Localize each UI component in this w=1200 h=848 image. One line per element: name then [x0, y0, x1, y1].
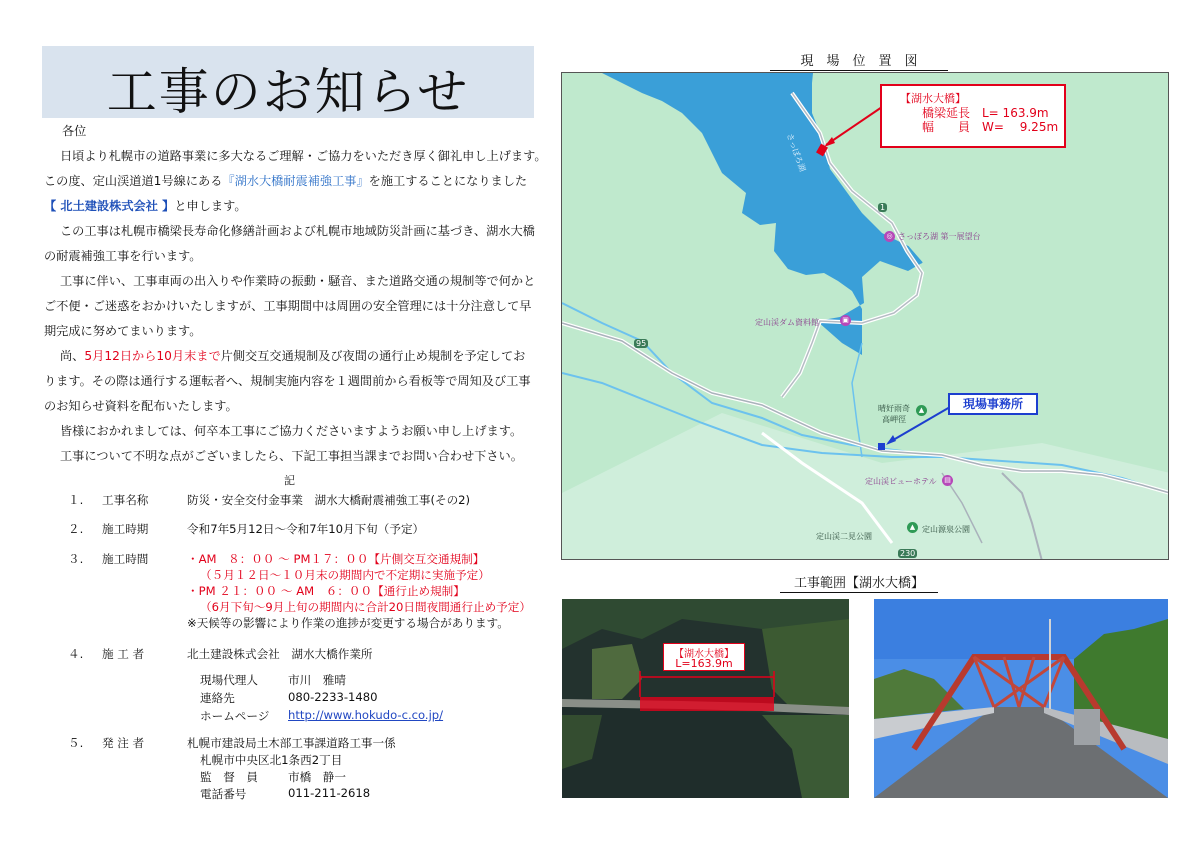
greeting: 各位: [62, 124, 87, 138]
location-map[interactable]: [561, 72, 1169, 560]
item-number: ２.: [68, 522, 84, 536]
intro-paragraph: 工事について不明な点がございましたら、下記工事担当課までお問い合わせ下さい。: [60, 449, 523, 463]
title-banner: [42, 46, 534, 121]
project-name: 『湖水大橋耐震補強工事』: [222, 174, 369, 188]
bridge-callout: [880, 84, 1066, 148]
item-label: 工事名称: [102, 493, 149, 507]
lake-label: さっぽろ湖: [784, 132, 808, 173]
item-number: ５.: [68, 736, 84, 750]
intro-paragraph: の耐震補強工事を行います。: [44, 249, 202, 263]
item-number: ４.: [68, 647, 84, 661]
item-label: 施工時期: [102, 522, 149, 536]
intro-text: 尚、: [60, 349, 85, 363]
address: 札幌市中央区北1条西2丁目: [200, 753, 343, 767]
intro-paragraph: ります。その際は通行する運転者へ、規制実施内容を１週間前から看板等で周知及び工事: [44, 374, 531, 388]
aerial-photo: [562, 599, 849, 798]
phone-label: 電話番号: [200, 787, 247, 801]
hotel-icon: ▤: [942, 475, 953, 486]
bridge-graphic: [874, 599, 1168, 798]
page-title: 工事のお知らせ: [106, 63, 470, 121]
contact-value: 080-2233-1480: [288, 690, 378, 704]
photos-heading: 工事範囲【湖水大橋】: [780, 572, 938, 593]
item-value: ・PM ２１：００ ～ AM ６：００【通行止め規制】: [187, 584, 465, 598]
intro-paragraph: [60, 349, 560, 363]
item-value: （6月下旬～9月上旬の期間内に合計20日間夜間通行止め予定）: [200, 600, 531, 614]
aerial-callout-title: 【湖水大橋】: [674, 649, 734, 660]
dam-label: 定山渓ダム資料館: [755, 318, 819, 327]
item-value: 北土建設株式会社 湖水大橋作業所: [187, 647, 373, 661]
museum-icon: ▣: [840, 315, 851, 326]
intro-text: この度、定山渓道道1号線にある: [44, 174, 223, 188]
bridge-highlight: [640, 697, 774, 711]
intro-paragraph: 期完成に努めてまいります。: [44, 324, 202, 338]
park-label: 高岬徑: [882, 415, 906, 424]
intro-paragraph: [44, 199, 544, 213]
web-label: ホームページ: [200, 709, 270, 723]
route-shield: 230: [900, 549, 916, 558]
intro-paragraph: 工事に伴い、工事車両の出入りや作業時の振動・騒音、また道路交通の規制等で何かと: [60, 274, 536, 288]
office-callout: 現場事務所: [948, 393, 1038, 415]
bridge-photo: [874, 599, 1168, 798]
contact-label: 連絡先: [200, 691, 235, 705]
item-value: （５月１２日～１０月末の期間内で不定期に実施予定）: [200, 568, 490, 582]
office-marker: [878, 443, 885, 450]
item-value: 札幌市建設局土木部工事課道路工事一係: [187, 736, 396, 750]
map-heading: 現 場 位 置 図: [770, 50, 948, 71]
agent-value: 市川 雅晴: [288, 673, 346, 687]
park-label: 晴好雨奇: [878, 404, 910, 413]
intro-paragraph: [44, 174, 544, 188]
item-note: ※天候等の影響により作業の進捗が変更する場合があります。: [187, 616, 509, 630]
route-shield: 95: [636, 339, 647, 348]
contractor-name: 【 北土建設株式会社 】: [44, 199, 175, 213]
bridge-callout-title: 【湖水大橋】: [900, 92, 966, 105]
aerial-callout-length: L=163.9m: [675, 657, 733, 670]
web-link[interactable]: http://www.hokudo-c.co.jp/: [288, 708, 444, 722]
bridge-length: 橋梁延長 L= 163.9m: [922, 106, 1049, 120]
item-label: 施工時間: [102, 552, 149, 566]
supervisor-value: 市橋 静一: [288, 770, 346, 784]
item-value: 防災・安全交付金事業 湖水大橋耐震補強工事(その2): [187, 493, 471, 507]
item-number: ３.: [68, 552, 84, 566]
supervisor-label: 監 督 員: [200, 770, 258, 784]
intro-paragraph: ご不便・ご迷惑をおかけいたしますが、工事期間中は周囲の安全管理には十分注意して早: [44, 299, 532, 313]
agent-label: 現場代理人: [200, 673, 258, 687]
intro-text: 片側交互交通規制及び夜間の通行止め規制を予定してお: [220, 349, 526, 363]
viewpoint-label: さっぽろ湖 第一展望台: [898, 232, 981, 241]
intro-text: と申します。: [174, 199, 247, 213]
intro-paragraph: のお知らせ資料を配布いたします。: [44, 399, 238, 413]
item-label: 施 工 者: [102, 647, 145, 661]
pier-box: [1074, 709, 1100, 745]
park-label: 定山源泉公園: [922, 525, 970, 534]
intro-text: を施工することになりました: [368, 174, 528, 188]
item-number: １.: [68, 493, 84, 507]
aerial-graphic: [562, 599, 849, 798]
item-label: 発 注 者: [102, 736, 145, 750]
park-icon: ▲: [916, 405, 927, 416]
bridge-width: 幅 員 W= 9.25m: [922, 120, 1059, 134]
aerial-callout: [663, 643, 745, 671]
ki-marker: 記: [284, 474, 295, 487]
park-icon: ▲: [907, 522, 918, 533]
regulation-period: 5月12日から10月末まで: [84, 349, 221, 363]
intro-paragraph: 皆様におかれましては、何卒本工事にご協力くださいますようお願い申し上げます。: [60, 424, 523, 438]
item-value: 令和7年5月12日～令和7年10月下旬（予定）: [187, 522, 425, 536]
intro-paragraph: この工事は札幌市橋梁長寿命化修繕計画および札幌市地域防災計画に基づき、湖水大橋: [60, 224, 535, 238]
hotel-label: 定山渓ビューホテル: [865, 477, 937, 486]
route-shield: 1: [880, 203, 886, 212]
phone-value: 011-211-2618: [288, 786, 371, 800]
item-value: ・AM ８：００ ～ PM１７：００【片側交互交通規制】: [187, 552, 485, 566]
intro-paragraph: 日頃より札幌市の道路事業に多大なるご理解・ご協力をいただき厚く御礼申し上げます。: [60, 149, 547, 163]
viewpoint-icon: ◎: [884, 231, 895, 242]
park-label: 定山渓二見公園: [816, 532, 872, 541]
